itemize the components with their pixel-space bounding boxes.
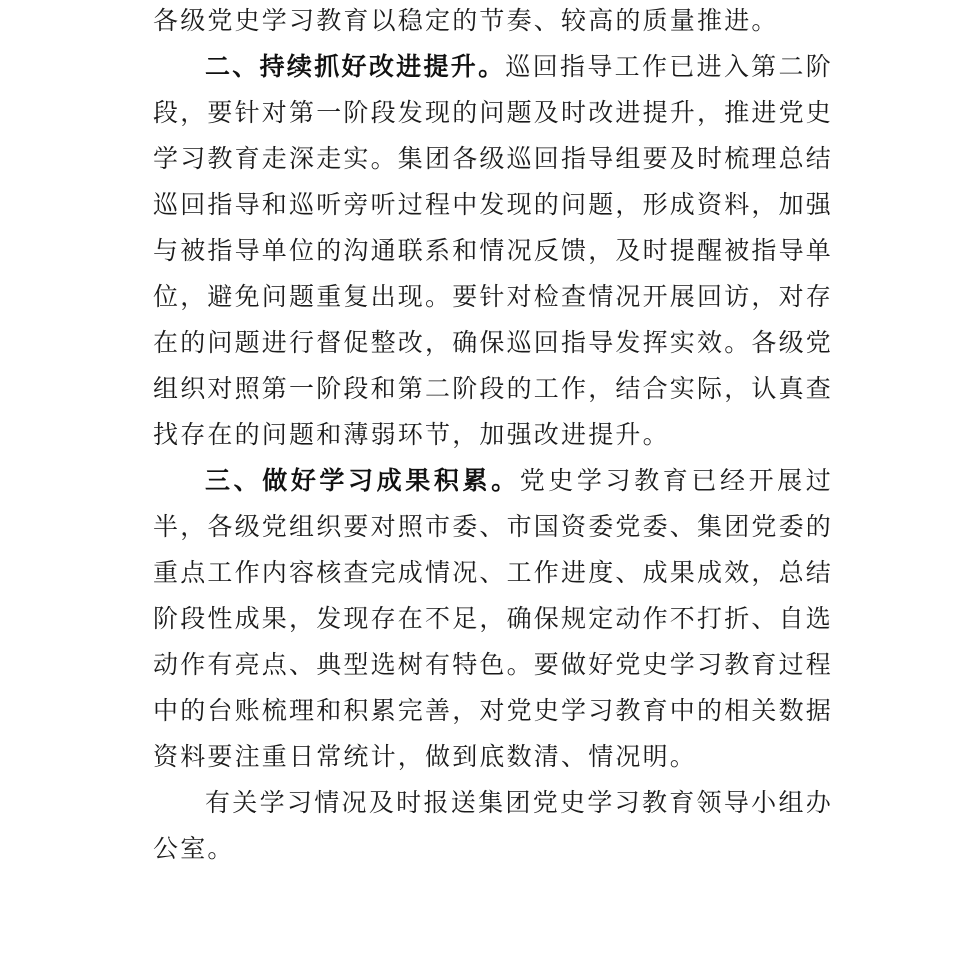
section-3-heading: 三、做好学习成果积累。 xyxy=(205,466,520,495)
intro-paragraph-tail xyxy=(153,0,833,44)
intro-text: 各级党史学习教育以稳定的节奏、较高的质量推进。 xyxy=(153,6,779,35)
closing-paragraph xyxy=(153,780,833,872)
section-2-heading: 二、持续抓好改进提升。 xyxy=(205,52,506,81)
closing-text: 有关学习情况及时报送集团党史学习教育领导小组办公室。 xyxy=(153,788,833,863)
section-2-body: 巡回指导工作已进入第二阶段，要针对第一阶段发现的问题及时改进提升，推进党史学习教育走深走实。集团各级巡回指导组要及时梳理总结巡回指导和巡听旁听过程中发现的问题，形成资料，加强与被指导单位的沟通联系和情况反馈，及时提醒被指导单位，避免问题重复出现。要针对检查情况开展回访，对存在的问题进行督促整改，确保巡回指导发挥实效。各级党组织对照第一阶段和第二阶段的工作，结合实际，认真查找存在的问题和薄弱环节，加强改进提升。 xyxy=(153,52,834,449)
section-3-body: 党史学习教育已经开展过半，各级党组织要对照市委、市国资委党委、集团党委的重点工作内容核查完成情况、工作进度、成果成效，总结阶段性成果，发现存在不足，确保规定动作不打折、自选动作有亮点、典型选树有特色。要做好党史学习教育过程中的台账梳理和积累完善，对党史学习教育中的相关数据资料要注重日常统计，做到底数清、情况明。 xyxy=(153,466,834,771)
section-3-paragraph xyxy=(153,458,833,780)
section-2-paragraph xyxy=(153,44,833,458)
document-body xyxy=(153,0,833,872)
